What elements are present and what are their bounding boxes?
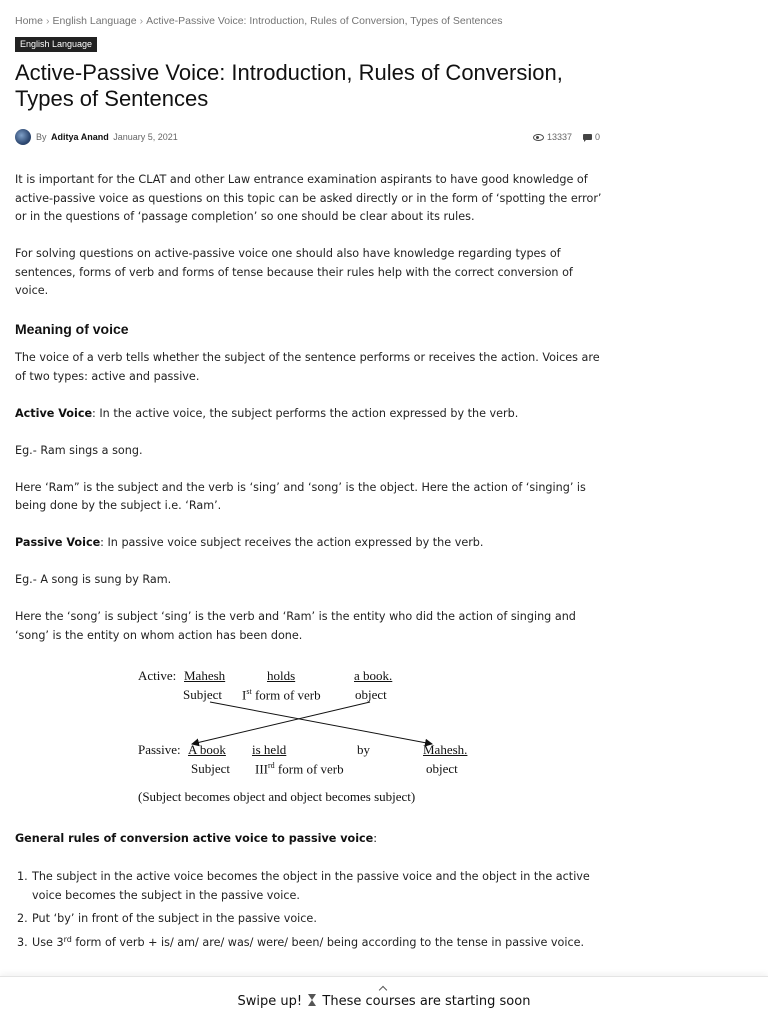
paragraph: For solving questions on active-passive voice one should also have knowledge regarding types of sentences, forms of verb and forms of tense because their rules help with the correct conversion of voice. (15, 247, 573, 297)
list-item: 2. Put ‘by’ in front of the subject in the passive voice. (17, 912, 317, 925)
comment-count-value: 0 (594, 132, 600, 142)
view-count-value: 13337 (546, 132, 572, 142)
active-voice-definition (15, 405, 605, 424)
swipe-up-banner[interactable] (0, 976, 768, 1024)
diagram-caption: (Subject becomes object and object becomes subject) (138, 789, 416, 804)
active-voice-label: Active Voice (15, 406, 93, 420)
passive-voice-text: : In passive voice subject receives the action expressed by the verb. (100, 536, 484, 549)
swipe-up-text: Swipe up! These courses are starting soon (237, 994, 531, 1009)
comment-count[interactable] (583, 132, 600, 142)
active-voice-text: : In the active voice, the subject performs the action expressed by the verb. (92, 406, 519, 420)
active-subject: Mahesh (184, 668, 226, 683)
breadcrumb-home-link[interactable]: Home (15, 15, 44, 27)
subject-label-passive: Subject (191, 761, 230, 776)
active-label: Active: (138, 668, 177, 683)
author-avatar[interactable] (15, 129, 31, 145)
subject-label: Subject (183, 687, 222, 702)
example: Eg.- A song is sung by Ram. (15, 573, 172, 586)
passive-voice-label: Passive Voice (15, 536, 101, 549)
breadcrumb-separator: › (46, 15, 50, 27)
first-form-label: Ist form of verb (242, 687, 321, 703)
list-item: 1. The subject in the active voice becomes the object in the passive voice and the object in the active voice becomes the subject in the passive voice. (17, 870, 590, 902)
paragraph: The voice of a verb tells whether the subject of the sentence performs or receives the action. Voices are of two types: active and passive. (15, 351, 600, 383)
paragraph: Here ‘Ram” is the subject and the verb is ‘sing’ and ‘song’ is the object. Here the action of ‘singing’ is being done by the subject i.e. ‘Ram’. (15, 480, 586, 512)
hourglass-icon (308, 994, 316, 1006)
passive-subject: A book (188, 742, 226, 757)
eye-icon (533, 134, 544, 141)
passive-object: Mahesh. (423, 742, 468, 757)
third-form-label: IIIrd form of verb (255, 761, 344, 777)
passive-verb: is held (252, 742, 287, 757)
passive-voice-definition (15, 534, 605, 553)
byline (36, 132, 178, 142)
breadcrumb-category-link[interactable]: English Language (52, 15, 137, 27)
object-label: object (355, 687, 387, 702)
active-verb: holds (267, 668, 296, 683)
comment-icon (583, 134, 592, 140)
chevron-up-icon[interactable] (378, 983, 388, 993)
example: Eg.- Ram sings a song. (15, 443, 143, 457)
passive-label: Passive: (138, 742, 181, 757)
object-label-passive: object (426, 761, 458, 776)
view-count (533, 132, 572, 142)
page-title: Active-Passive Voice: Introduction, Rules of Conversion, Types of Sentences (15, 60, 563, 111)
rules-heading: General rules of conversion active voice to passive voice: (15, 832, 378, 845)
section-heading-meaning: Meaning of voice (15, 321, 129, 337)
by-label: By (36, 132, 47, 142)
list-item: 3. Use 3rd form of verb + is/ am/ are/ was/ were/ been/ being according to the tense in passive voice. (17, 934, 585, 949)
voice-conversion-diagram (130, 664, 480, 809)
active-object: a book. (354, 668, 393, 683)
rules-list (15, 868, 605, 957)
category-badge[interactable]: English Language (15, 37, 97, 52)
author-link[interactable]: Aditya Anand (51, 132, 109, 142)
breadcrumb-separator: › (139, 15, 144, 27)
crossing-arrows (130, 664, 480, 809)
breadcrumb-current: Active-Passive Voice: Introduction, Rules of Conversion, Types of Sentences (146, 15, 503, 27)
post-meta (15, 128, 600, 146)
paragraph: Here the ‘song’ is subject ‘sing’ is the verb and ‘Ram’ is the entity who did the action of singing and ‘song’ is the entity on whom action has been done. (15, 610, 576, 642)
post-date: January 5, 2021 (113, 132, 178, 142)
passive-by: by (357, 742, 370, 757)
paragraph: It is important for the CLAT and other Law entrance examination aspirants to have good knowledge of active-passive voice as questions on this topic can be asked directly or in the form of ‘spotting the error’ or in the questions of ‘passage completion’ so one should be clear about its rules. (15, 173, 602, 223)
article-body (15, 171, 605, 664)
breadcrumb (15, 15, 503, 27)
